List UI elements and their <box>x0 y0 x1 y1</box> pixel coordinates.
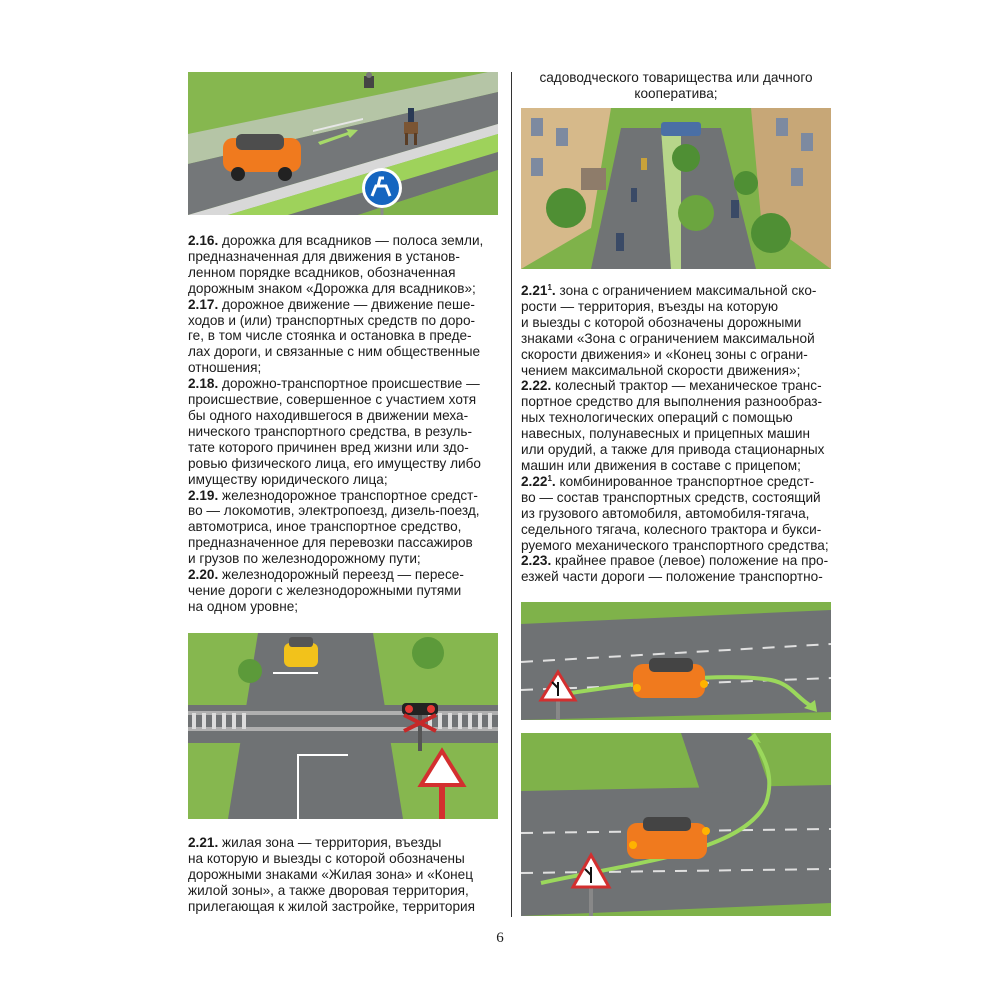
definition-2-22-1: 2.22$^1$. комбинированное транспортное средст- <box>521 473 815 489</box>
definition-2-23: 2.23. крайнее правое (левое) положение на про- <box>521 553 829 569</box>
right-definitions-block: 2.21$^1$. зона с ограничением максимальной ско- рости — территория, въезды на которую и выезды с которой обозначены дорожными знаками «Зона с ограничением максимальной скорости движения» и «Конец зоны с ограни- чением максимальной скорости движения»; 2.22. колесный трактор — механическое транс- портное средство для выполнения разнообраз- ных технологических операций с помощью навесных, полунавесных и прицепных машин или орудий, а также для привода стационарных машин или движения в составе с прицепом; 2.22$^1$. комбинированное транспортное средст- во — состав транспортных средств, состоящий из грузового автомобиля, автомобиля-тягача, седельного тягача, колесного трактора и букси- руемого механического транспортного средства; 2.23. крайнее правое (левое) положение на про- езжей части дороги — положение транспортно- <box>521 283 831 585</box>
definition-2-22: 2.22. колесный трактор — механическое транс- <box>521 378 822 394</box>
equestrian-lane-illustration <box>188 72 498 215</box>
definition-2-20: 2.20. железнодорожный переезд — пересе- <box>188 567 464 583</box>
residential-zone-illustration <box>521 108 831 269</box>
definition-2-17: 2.17. дорожное движение — движение пеше- <box>188 296 475 312</box>
left-turn-position-illustration <box>521 733 831 916</box>
railway-crossing-illustration <box>188 633 498 819</box>
definition-2-19: 2.19. железнодорожное транспортное средст- <box>188 487 478 503</box>
definition-2-21-1: 2.21$^1$. зона с ограничением максимальной ско- <box>521 283 817 298</box>
continuation-text: садоводческого товарищества или дачного кооператива; <box>539 70 813 101</box>
left-definitions-block: 2.16. дорожка для всадников — полоса земли, предназначенная для движения в установ- ленном порядке всадников, обозначенная дорожным знаком «Дорожка для всадников»; 2.17. дорожное движение — движение пеше- ходов и (или) транспортных средств по доро- ге, в том числе стоянка и остановка в преде- лах дороги, и связанные с ним общественные отношения; 2.18. дорожно-транспортное происшествие — происшествие, совершенное с участием хотя бы одного находившегося в движении меха- нического транспортного средства, в резуль- тате которого причинен вред жизни или здо- ровью физического лица, его имуществу либо имуществу юридического лица; 2.19. железнодорожное транспортное средст- во — локомотив, электропоезд, дизель-поезд, автомотриса, иное транспортное средство, предназначенное для перевозки пассажиров и грузов по железнодорожному пути; 2.20. железнодорожный переезд — пересе- чение дороги с железнодорожными путями на одном уровне; <box>188 233 498 615</box>
definition-2-21: 2.21. жилая зона — территория, въезды <box>188 835 442 850</box>
page-number: 6 <box>496 930 504 946</box>
definition-2-21-block: 2.21. жилая зона — территория, въезды на которую и выезды с которой обозначены дорожными знаками «Жилая зона» и «Конец жилой зоны», а также дворовая территория, прилегающая к жилой застройке, территория <box>188 835 498 915</box>
car-icon <box>284 637 318 667</box>
definition-2-16: 2.16. дорожка для всадников — полоса земли, <box>188 233 484 248</box>
car-icon <box>627 817 710 859</box>
column-divider <box>511 72 512 917</box>
definition-2-18: 2.18. дорожно-транспортное происшествие — <box>188 376 480 392</box>
right-position-illustration <box>521 602 831 720</box>
